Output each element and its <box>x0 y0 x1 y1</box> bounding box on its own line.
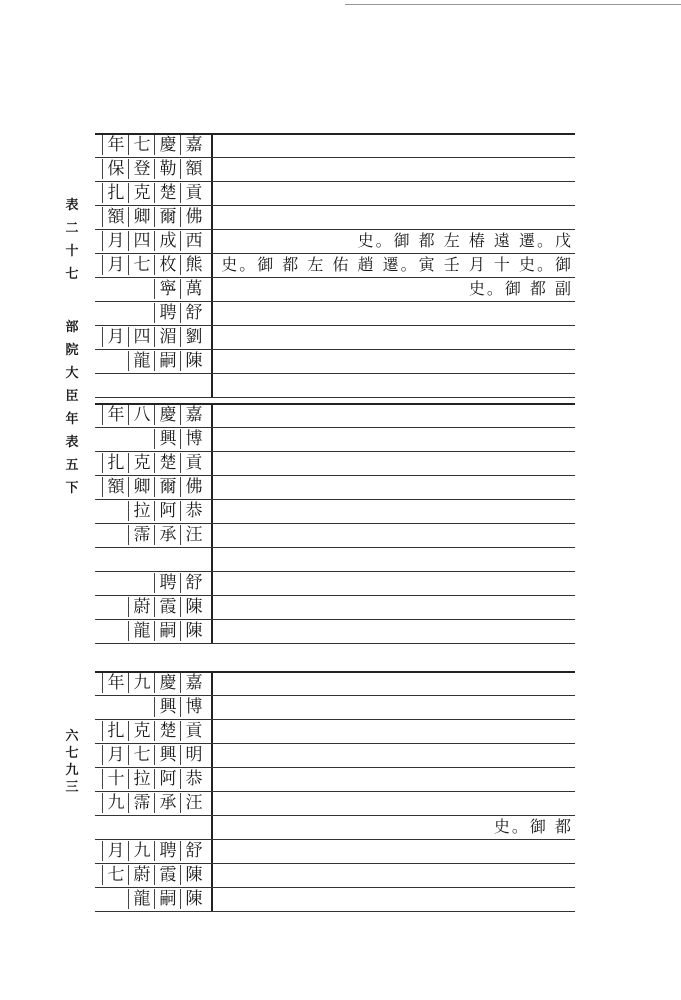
row-rule <box>95 911 575 912</box>
name-char: 七 <box>128 135 155 155</box>
name-char: 博 <box>180 429 207 449</box>
side-title-char: 七 <box>65 267 79 282</box>
name-char: 七 <box>128 255 155 275</box>
name-char: 四 <box>128 231 155 251</box>
row-rule <box>95 643 575 644</box>
name-char: 年 <box>102 405 129 425</box>
name-char: 恭 <box>180 501 207 521</box>
name-char: 月 <box>102 841 129 861</box>
record-text-cell <box>215 181 573 205</box>
name-char: 登 <box>128 159 155 179</box>
official-name-cell <box>95 815 210 839</box>
name-char: 承 <box>154 525 181 545</box>
name-char: 爾 <box>154 207 181 227</box>
name-char: 嗣 <box>154 889 181 909</box>
side-title-char: 二 <box>65 221 79 236</box>
record-text-cell: 史。御 都 副 <box>468 279 573 298</box>
name-char: 熊 <box>180 255 207 275</box>
official-name-cell <box>95 767 210 791</box>
name-char: 克 <box>128 721 155 741</box>
name-char: 陳 <box>180 621 207 641</box>
record-text-cell <box>215 133 573 157</box>
record-text-cell <box>215 373 573 397</box>
name-char: 慶 <box>154 405 181 425</box>
name-char: 卿 <box>128 207 155 227</box>
name-char: 興 <box>154 745 181 765</box>
name-char: 拉 <box>128 501 155 521</box>
name-char: 年 <box>102 673 129 693</box>
official-name-cell <box>95 349 210 373</box>
name-char: 七 <box>102 865 129 885</box>
side-title-char: 表 <box>65 198 79 213</box>
name-char: 月 <box>102 231 129 251</box>
official-name-cell <box>95 133 210 157</box>
name-char: 蔚 <box>128 865 155 885</box>
name-char: 八 <box>128 405 155 425</box>
side-title-char: 十 <box>65 244 79 259</box>
name-char: 保 <box>102 159 129 179</box>
name-char: 月 <box>102 327 129 347</box>
name-char: 嘉 <box>180 673 207 693</box>
name-char: 萬 <box>180 279 207 299</box>
scan-edge-line <box>345 4 681 5</box>
name-char: 扎 <box>102 183 129 203</box>
page-number-char: 三 <box>65 780 79 795</box>
record-text-cell: 史。御 都 <box>493 817 573 836</box>
record-text-cell <box>215 157 573 181</box>
name-char: 霞 <box>154 865 181 885</box>
name-char: 汪 <box>180 525 207 545</box>
record-text-cell: 史。御 都 左 椿 遠 遷。戊 <box>357 231 573 250</box>
name-char: 舒 <box>180 303 207 323</box>
record-text-cell <box>215 325 573 349</box>
name-char: 興 <box>154 429 181 449</box>
name-char: 寧 <box>154 279 181 299</box>
record-text-cell <box>215 427 573 451</box>
official-name-cell <box>95 863 210 887</box>
official-name-cell <box>95 325 210 349</box>
name-char: 額 <box>102 477 129 497</box>
name-char: 西 <box>180 231 207 251</box>
name-char: 嘉 <box>180 135 207 155</box>
name-char: 嗣 <box>154 621 181 641</box>
name-char: 九 <box>128 673 155 693</box>
name-char: 年 <box>102 135 129 155</box>
official-name-cell <box>95 403 210 427</box>
side-title-char: 部 <box>65 320 79 335</box>
page-number <box>62 728 82 796</box>
name-char: 博 <box>180 697 207 717</box>
name-char: 扎 <box>102 453 129 473</box>
record-text-cell <box>215 743 573 767</box>
official-name-cell <box>95 253 210 277</box>
name-char: 貢 <box>180 183 207 203</box>
official-name-cell <box>95 205 210 229</box>
name-char: 蔚 <box>128 597 155 617</box>
name-char: 月 <box>102 745 129 765</box>
name-char: 貢 <box>180 721 207 741</box>
record-text-cell <box>215 571 573 595</box>
record-text-cell <box>215 403 573 427</box>
record-text-cell <box>215 349 573 373</box>
name-char: 聘 <box>154 841 181 861</box>
row-rule <box>95 397 575 398</box>
name-char: 聘 <box>154 573 181 593</box>
record-text-cell <box>215 671 573 695</box>
side-title-char: 大 <box>65 366 79 381</box>
name-char: 慶 <box>154 673 181 693</box>
name-char: 枚 <box>154 255 181 275</box>
official-name-cell <box>95 181 210 205</box>
name-char: 額 <box>102 207 129 227</box>
name-char: 阿 <box>154 501 181 521</box>
official-name-cell <box>95 695 210 719</box>
official-name-cell <box>95 475 210 499</box>
record-text-cell <box>215 475 573 499</box>
official-name-cell <box>95 523 210 547</box>
name-char: 霞 <box>154 597 181 617</box>
official-name-cell <box>95 887 210 911</box>
record-text-cell <box>215 301 573 325</box>
name-char: 爾 <box>154 477 181 497</box>
record-text-cell <box>215 839 573 863</box>
name-char: 楚 <box>154 183 181 203</box>
name-char: 舒 <box>180 573 207 593</box>
name-char: 明 <box>180 745 207 765</box>
name-char: 九 <box>128 841 155 861</box>
page-number-char: 六 <box>65 729 79 744</box>
official-name-cell <box>95 791 210 815</box>
name-char: 十 <box>102 769 129 789</box>
official-name-cell <box>95 451 210 475</box>
side-title-char: 下 <box>65 481 79 496</box>
official-name-cell <box>95 277 210 301</box>
official-name-cell <box>95 301 210 325</box>
page-number-char: 九 <box>65 763 79 778</box>
name-char: 陳 <box>180 597 207 617</box>
page-number-char: 七 <box>65 746 79 761</box>
record-text-cell <box>215 205 573 229</box>
record-text-cell <box>215 547 573 571</box>
name-char: 龍 <box>128 621 155 641</box>
record-text-cell <box>215 595 573 619</box>
official-name-cell <box>95 229 210 253</box>
name-char: 七 <box>128 745 155 765</box>
name-char: 拉 <box>128 769 155 789</box>
record-text-cell <box>215 499 573 523</box>
name-char: 興 <box>154 697 181 717</box>
name-char: 額 <box>180 159 207 179</box>
official-name-cell <box>95 499 210 523</box>
name-char: 陳 <box>180 351 207 371</box>
official-name-cell <box>95 571 210 595</box>
name-char: 勒 <box>154 159 181 179</box>
name-char: 佛 <box>180 207 207 227</box>
side-title <box>62 194 82 500</box>
name-char: 汪 <box>180 793 207 813</box>
side-title-char: 院 <box>65 343 79 358</box>
record-text-cell <box>215 791 573 815</box>
record-text-cell <box>215 767 573 791</box>
name-char: 嘉 <box>180 405 207 425</box>
name-char: 霈 <box>128 793 155 813</box>
official-name-cell <box>95 743 210 767</box>
official-name-cell <box>95 619 210 643</box>
official-name-cell <box>95 373 210 397</box>
name-char: 克 <box>128 453 155 473</box>
column-divider <box>211 133 213 397</box>
record-text-cell <box>215 887 573 911</box>
name-char: 湄 <box>154 327 181 347</box>
name-char: 嗣 <box>154 351 181 371</box>
official-name-cell <box>95 595 210 619</box>
record-text-cell <box>215 451 573 475</box>
name-char: 楚 <box>154 453 181 473</box>
year-block <box>95 133 575 399</box>
name-char: 陳 <box>180 865 207 885</box>
year-block <box>95 671 575 913</box>
name-char: 劉 <box>180 327 207 347</box>
name-char: 舒 <box>180 841 207 861</box>
side-title-char: 表 <box>65 435 79 450</box>
record-text-cell <box>215 719 573 743</box>
record-text-cell <box>215 863 573 887</box>
name-char: 九 <box>102 793 129 813</box>
name-char: 成 <box>154 231 181 251</box>
record-text-cell: 史。御 都 左 佑 趙 遷。寅 壬 月 十 史。御 <box>221 255 573 274</box>
official-name-cell <box>95 547 210 571</box>
side-title-char: 臣 <box>65 389 79 404</box>
name-char: 月 <box>102 255 129 275</box>
name-char: 卿 <box>128 477 155 497</box>
name-char: 龍 <box>128 351 155 371</box>
official-name-cell <box>95 719 210 743</box>
name-char: 恭 <box>180 769 207 789</box>
name-char: 四 <box>128 327 155 347</box>
name-char: 阿 <box>154 769 181 789</box>
record-text-cell <box>215 695 573 719</box>
year-block <box>95 403 575 645</box>
side-title-char: 年 <box>65 412 79 427</box>
name-char: 佛 <box>180 477 207 497</box>
name-char: 龍 <box>128 889 155 909</box>
official-name-cell <box>95 427 210 451</box>
name-char: 扎 <box>102 721 129 741</box>
name-char: 陳 <box>180 889 207 909</box>
name-char: 霈 <box>128 525 155 545</box>
record-text-cell <box>215 619 573 643</box>
name-char: 楚 <box>154 721 181 741</box>
side-title-char: 五 <box>65 458 79 473</box>
official-name-cell <box>95 157 210 181</box>
name-char: 貢 <box>180 453 207 473</box>
name-char: 承 <box>154 793 181 813</box>
name-char: 聘 <box>154 303 181 323</box>
official-name-cell <box>95 671 210 695</box>
official-name-cell <box>95 839 210 863</box>
name-char: 慶 <box>154 135 181 155</box>
name-char: 克 <box>128 183 155 203</box>
record-text-cell <box>215 523 573 547</box>
